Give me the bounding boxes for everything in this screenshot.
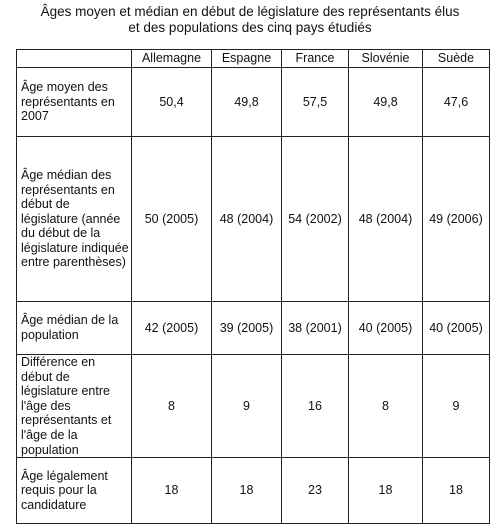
cell-value: 47,6 (423, 68, 490, 137)
cell-value: 39 (2005) (212, 302, 282, 355)
cell-value: 48 (2004) (212, 137, 282, 302)
title-line-1: Âges moyen et médian en début de législature des représentants élus (40, 4, 460, 19)
cell-value: 49 (2006) (423, 137, 490, 302)
table-row (17, 458, 490, 524)
cell-value: 48 (2004) (349, 137, 423, 302)
row-label: Âge légalement requis pour la candidature (17, 458, 132, 524)
cell-value: 50,4 (132, 68, 212, 137)
table-row (17, 137, 490, 302)
header-france: France (282, 50, 349, 68)
cell-value: 54 (2002) (282, 137, 349, 302)
document-title (0, 4, 500, 36)
cell-value: 18 (349, 458, 423, 524)
header-espagne: Espagne (212, 50, 282, 68)
cell-value: 9 (212, 355, 282, 458)
cell-value: 50 (2005) (132, 137, 212, 302)
cell-value: 18 (212, 458, 282, 524)
table-row (17, 68, 490, 137)
cell-value: 40 (2005) (349, 302, 423, 355)
table-header-row (17, 50, 490, 68)
table-row (17, 302, 490, 355)
cell-value: 8 (349, 355, 423, 458)
row-label: Âge médian de la population (17, 302, 132, 355)
cell-value: 8 (132, 355, 212, 458)
cell-value: 57,5 (282, 68, 349, 137)
cell-value: 38 (2001) (282, 302, 349, 355)
table-row (17, 355, 490, 458)
cell-value: 18 (132, 458, 212, 524)
cell-value: 9 (423, 355, 490, 458)
header-slovenie: Slovénie (349, 50, 423, 68)
header-allemagne: Allemagne (132, 50, 212, 68)
cell-value: 49,8 (349, 68, 423, 137)
cell-value: 16 (282, 355, 349, 458)
header-empty-cell (17, 50, 132, 68)
row-label: Âge moyen des représentants en 2007 (17, 68, 132, 137)
cell-value: 23 (282, 458, 349, 524)
age-comparison-table (16, 49, 490, 524)
title-line-2: et des populations des cinq pays étudiés (128, 20, 372, 35)
cell-value: 18 (423, 458, 490, 524)
cell-value: 40 (2005) (423, 302, 490, 355)
cell-value: 42 (2005) (132, 302, 212, 355)
row-label: Différence en début de législature entre l'âge des représentants et l'âge de la population (17, 355, 132, 458)
cell-value: 49,8 (212, 68, 282, 137)
row-label: Âge médian des représentants en début de législature (année du début de la législature indiquée entre parenthèses) (17, 137, 132, 302)
header-suede: Suède (423, 50, 490, 68)
